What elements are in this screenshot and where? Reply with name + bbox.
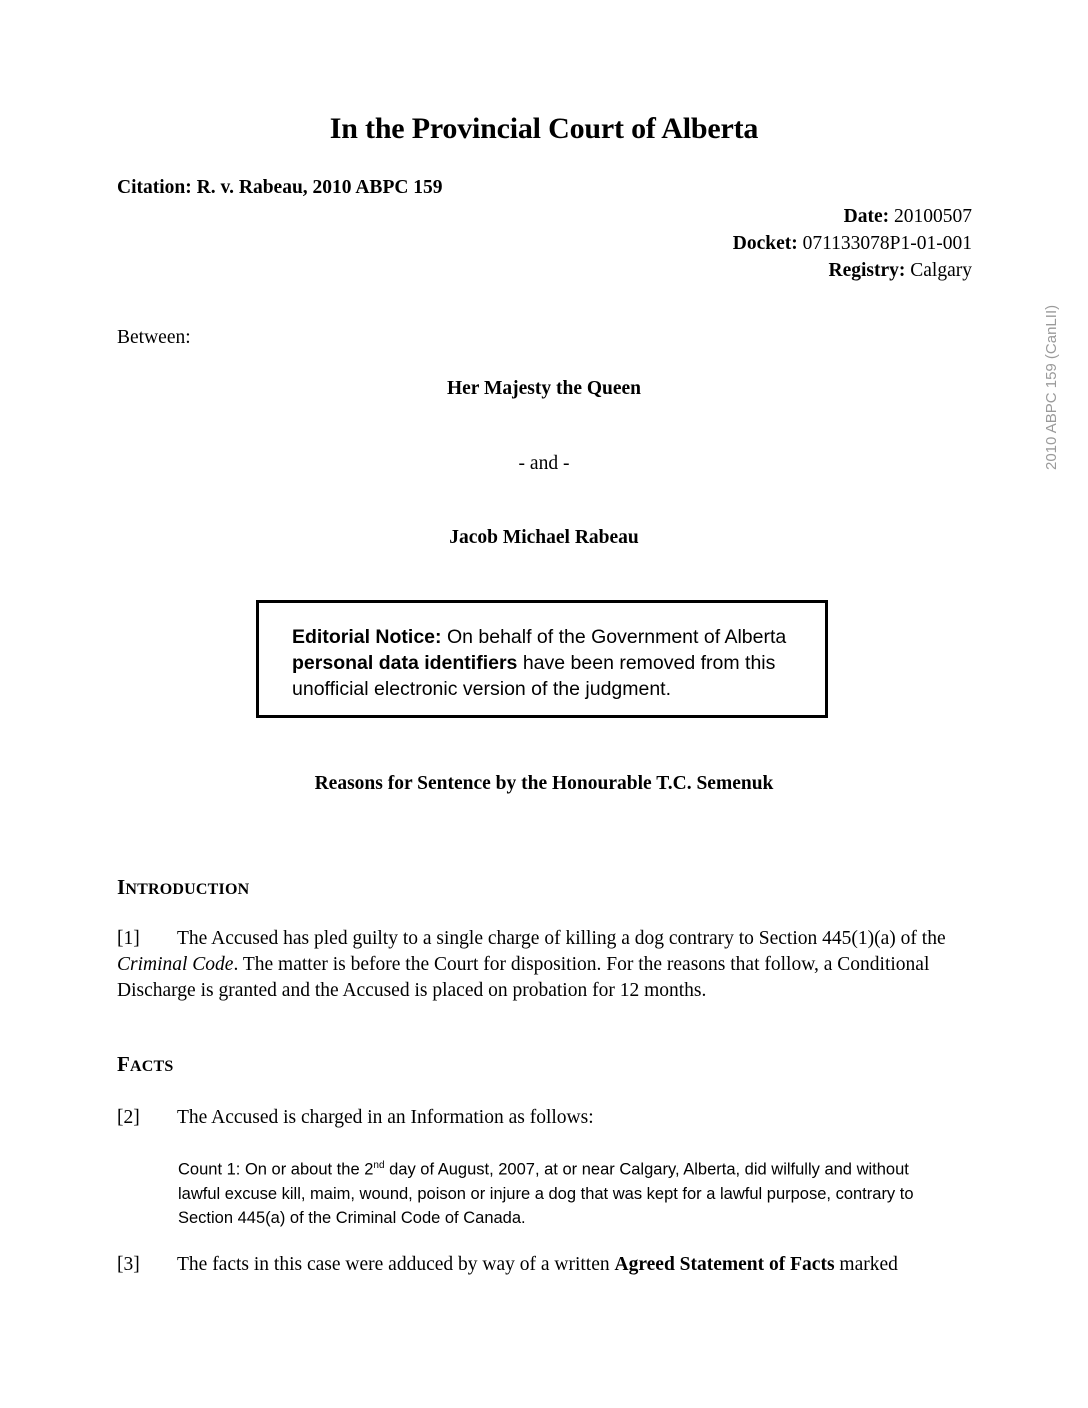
registry-line — [829, 257, 973, 284]
reasons-heading: Reasons for Sentence by the Honourable T.C. Semenuk — [314, 773, 774, 794]
notice-text-2: have been removed from this unofficial electronic version of the judgment. — [292, 652, 776, 700]
canlii-watermark: 2010 ABPC 159 (CanLII) — [1043, 304, 1060, 470]
paragraph-2 — [117, 1105, 977, 1131]
docket-line — [733, 230, 972, 257]
notice-text-1: On behalf of the Government of Alberta — [446, 626, 787, 648]
editorial-notice-text — [292, 624, 822, 702]
heading-initial: I — [117, 875, 126, 899]
paragraph-text-cont: . The matter is before the Court for disposition. For the reasons that follow, a Conditional Discharge is granted and the Accused is placed on probation for 12 months. — [117, 954, 930, 1001]
paragraph-text-cont: marked — [839, 1254, 898, 1275]
paragraph-1 — [117, 926, 977, 1004]
paragraph-text: The Accused has pled guilty to a single charge of killing a dog contrary to Section 445(1)(a) of the — [177, 928, 946, 949]
notice-label: Editorial Notice: — [292, 626, 442, 648]
count-text-cont: day of August, 2007, at or near Calgary, Alberta, did wilfully and without lawful excuse kill, maim, wound, poison or injure a dog that was kept for a lawful purpose, contrary to Section 445(a) of the Criminal Code of Canada. — [178, 1160, 914, 1227]
paragraph-number: [1] — [117, 928, 140, 949]
docket-value: 071133078P1-01-001 — [802, 233, 972, 254]
editorial-notice-box — [256, 600, 828, 718]
count-superscript: nd — [373, 1160, 385, 1171]
heading-initial: F — [117, 1052, 131, 1076]
section-heading-facts — [117, 1052, 174, 1077]
registry-label: Registry: — [828, 260, 906, 281]
court-title: In the Provincial Court of Alberta — [329, 112, 759, 145]
and-separator: - and - — [518, 453, 570, 474]
count-text: Count 1: On or about the 2 — [178, 1160, 374, 1179]
paragraph-3 — [117, 1252, 977, 1278]
count-quote — [178, 1154, 938, 1230]
date-label: Date: — [843, 206, 890, 227]
date-value: 20100507 — [894, 206, 972, 227]
citation: Citation: R. v. Rabeau, 2010 ABPC 159 — [117, 177, 443, 198]
date-line — [844, 203, 972, 230]
paragraph-text: The Accused is charged in an Information as follows: — [177, 1107, 594, 1128]
paragraph-number: [2] — [117, 1107, 140, 1128]
notice-bold: personal data identifiers — [292, 652, 518, 674]
docket-label: Docket: — [732, 233, 798, 254]
registry-value: Calgary — [910, 260, 972, 281]
between-label: Between: — [117, 327, 191, 348]
party-accused: Jacob Michael Rabeau — [449, 527, 639, 548]
paragraph-bold: Agreed Statement of Facts — [614, 1254, 835, 1275]
party-crown: Her Majesty the Queen — [446, 378, 642, 399]
heading-rest: ACTS — [130, 1058, 174, 1075]
paragraph-italic: Criminal Code — [117, 954, 234, 975]
section-heading-introduction — [117, 875, 249, 900]
heading-rest: NTRODUCTION — [125, 881, 250, 898]
paragraph-text: The facts in this case were adduced by way of a written — [177, 1254, 610, 1275]
paragraph-number: [3] — [117, 1254, 140, 1275]
